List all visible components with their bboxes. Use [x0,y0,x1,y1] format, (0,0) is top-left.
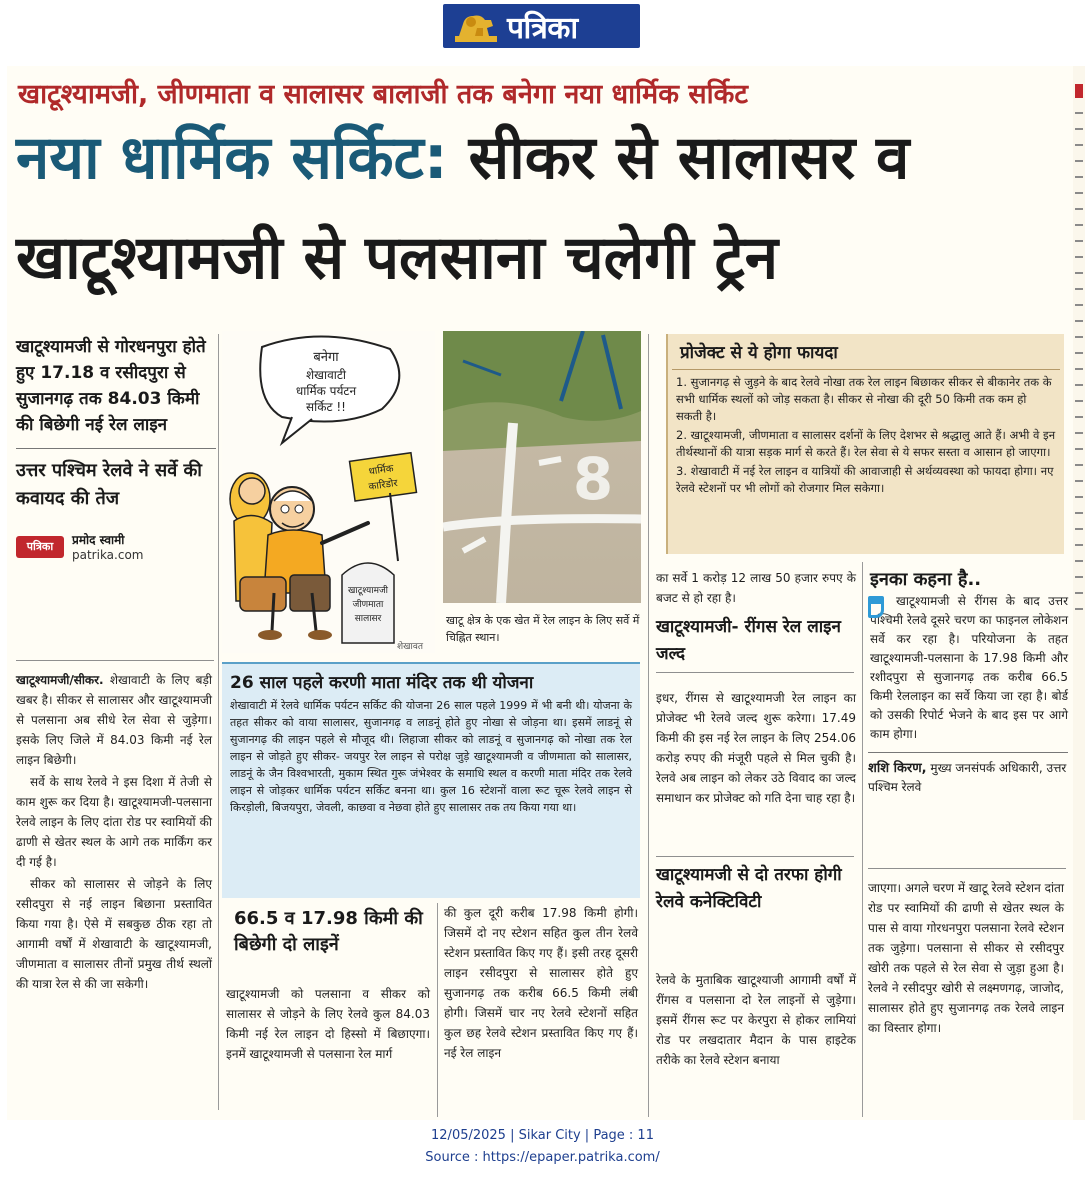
svg-text:बनेगा: बनेगा [313,350,339,365]
footer-source: Source : https://epaper.patrika.com/ [425,1150,660,1165]
section-heading-connectivity: खाटूश्यामजी से दो तरफा होगी रेलवे कनेक्टिविटी [656,865,842,912]
patrika-logo: पत्रिका [16,536,64,558]
column-divider [218,334,219,1110]
svg-text:धार्मिक पर्यटन: धार्मिक पर्यटन [295,384,357,398]
deck-primary: खाटूश्यामजी से गोरधनपुरा होते हुए 17.18 व रसीदपुरा से सुजानगढ़ तक 84.03 किमी की बिछेगी नई रेल लाइन [16,337,206,435]
benefit-point: 2. खाटूश्यामजी, जीणमाता व सालासर दर्शनों के लिए देशभर से श्रद्धालु आते हैं। अभी वे इन तीर्थस्थानों की यात्रा सड़क मार्ग से करते हैं। रेल सेवा से ये सफर सस्ता व आसान हो जाएगा। [676,428,1056,459]
story-paragraph: सीकर को सालासर से जोड़ने के लिए रसीदपुरा से नई लाइन बिछाना प्रस्तावित किया गया है। ऐसे में सबकुछ ठीक रहा तो आगामी वर्षों में शेखावाटी के खाटूश्यामजी, जीणमाता व सालासर तीनों प्रमुख तीर्थ स्थलों की यात्रा रेल से की जा सकेगी। [16,877,212,991]
story-paragraph: जाएगा। अगले चरण में खाटू रेलवे स्टेशन दांता रोड पर स्वामियों की ढाणी से खेतर स्थल के पास से वाया गोरधनपुरा पलसाना रेलवे स्टेशन तक जुड़ेगा। पलसाना से सीकर से रसीदपुर खोरी तक पहले से रेल सेवा से जुड़ा हुआ है। रेलवे ने रसीदपुर खोरी से लक्ष्मणगढ़, जाजोद, सालासर होते हुए सुजानगढ़ तक रेलवे लाइन का विस्तार होगा। [868,881,1064,1035]
section-heading-ringas: खाटूश्यामजी- रींगस रेल लाइन जल्द [656,617,841,664]
svg-text:जीणमाता: जीणमाता [352,600,384,610]
story-body-column-4 [656,688,856,808]
story-body-column-6 [868,878,1064,1038]
divider [868,752,1068,753]
quote-mark-icon [868,596,884,618]
lion-emblem-icon [451,6,501,46]
field-survey-photo [443,331,641,603]
deck-column [16,334,216,562]
author-name: प्रमोद स्वामी [72,533,125,547]
divider [16,660,214,661]
svg-text:सर्किट !!: सर्किट !! [306,400,346,414]
svg-text:कारिडोर: कारिडोर [368,477,399,493]
svg-text:खाटूश्यामजी: खाटूश्यामजी [348,586,388,596]
column-divider [437,903,438,1117]
svg-text:शेखावाटी: शेखावाटी [305,368,347,382]
story-paragraph: की कुल दूरी करीब 17.98 किमी होगी। जिसमें दो नए स्टेशन सहित कुल तीन रेलवे स्टेशन प्रस्तावित किए गए हैं। इसी तरह दूसरी लाइन रसीदपुरा से सालासर होते हुए सुजानगढ़ तक करीब 66.5 किमी लंबी होगी। जिसमें चार नए रेलवे स्टेशनों सहित कुल छह रेलवे स्टेशन प्रस्तावित किए गए हैं। नई रेल लाइन [444,906,638,1060]
svg-text:शेखावत: शेखावत [397,642,423,652]
benefit-point: 1. सुजानगढ़ से जुड़ने के बाद रेलवे नोखा तक रेल लाइन बिछाकर सीकर से बीकानेर तक के सभी धार्मिक स्थलों को जोड़ सकता है। सीकर से नोखा की दूरी 50 किमी तक कम हो सकती है। [676,375,1052,423]
quote-text: खाटूश्यामजी से रींगस के बाद उत्तर पश्चिमी रेलवे दूसरे चरण का फाइनल लोकेशन सर्वे कर रहा है। परियोजना के तहत खाटूश्यामजी-पलसाना के 17.98 किमी और रशीदपुरा से सुजानगढ़ तक करीब 66.5 किमी रेललाइन का सर्वे किया जा रहा है। बोर्ड को उसकी रिपोर्ट भेजने के बाद इस पर आगे काम होगा। [870,594,1068,741]
story-paragraph: इधर, रींगस से खाटूश्यामजी रेल लाइन का प्रोजेक्ट भी रेलवे जल्द शुरू करेगा। 17.49 किमी की इस नई रेल लाइन के लिए 254.06 करोड़ रुपए की मंजूरी पहले से मिल चुकी है। रेलवे अब लाइन को लेकर उठे विवाद का जल्द समाधान कर प्रोजेक्ट को गति देना चाह रहा है। [656,691,856,805]
byline [16,531,216,562]
svg-text:धार्मिक: धार्मिक [367,463,395,478]
history-box-title: 26 साल पहले करणी माता मंदिर तक थी योजना [230,673,534,693]
cartoon-illustration [222,331,435,653]
story-paragraph: सर्वे के साथ रेलवे ने इस दिशा में तेजी से काम शुरू कर दिया है। खाटूश्यामजी-पलसाना रेलवे लाइन के लिए दांता रोड पर स्वामियों की ढाणी से खेतर स्थल के आगे तक मार्किंग कर दी गई है। [16,775,212,869]
story-paragraph: का सर्वे 1 करोड़ 12 लाख 50 हजार रुपए के बजट से हो रहा है। [656,571,856,605]
story-paragraph: रेलवे के मुताबिक खाटूश्याजी आगामी वर्षों में रींगस व पलसाना दो रेल लाइनों से जुड़ेगा। इसमें रींगस रूट पर केरपुरा से होकर लामियां रोड पर लखदातार मैदान के पास हाइटेक तरीके का रेलवे स्टेशन बनाया [656,973,856,1067]
story-body-column-1 [16,670,212,994]
masthead [443,4,640,48]
svg-text:सालासर: सालासर [354,614,382,624]
headline-topic: नया धार्मिक सर्किट: [16,123,448,193]
main-headline-line-1 [16,123,910,193]
story-body-column-5 [656,970,856,1070]
masthead-brand: पत्रिका [507,10,578,46]
quote-speaker: शशि किरण, मुख्य जनसंपर्क अधिकारी, उत्तर पश्चिम रेलवे [868,761,1067,794]
benefit-point: 3. शेखावाटी में नई रेल लाइन व यात्रियों की आवाजाही से अर्थव्यवस्था को फायदा होगा। नए रेलवे स्टेशनों पर भी लोगों को रोजगार मिल सकेगा। [676,464,1054,495]
quote-heading: इनका कहना है.. [870,569,982,590]
divider [868,868,1066,869]
story-continuation [656,568,856,608]
headline-text: सीकर से सालासर व [468,123,910,193]
story-paragraph: खाटूश्यामजी को पलसाना व सीकर को सालासर से जोड़ने के लिए रेलवे कुल 84.03 किमी नई रेल लाइन दो हिस्सो में बिछाएगा। इनमें खाटूश्यामजी से पलसाना रेल मार्ग [226,987,430,1061]
history-box-text: शेखावाटी में रेलवे धार्मिक पर्यटन सर्किट की योजना 26 साल पहले 1999 में भी बनी थी। योजना के तहत सीकर को वाया सालासर, सुजानगढ़ व लाडनूं होते हुए नोखा से जोड़ना था। इसमें लाडनूं से सुजानगढ़ की लाइन पहले से मौजूद थी। लिहाजा सीकर को लाडनूं व सुजानगढ़ को नोखा तक रेल लाइन से जोड़ते हुए सीकर- जयपुर रेल लाइन से परोक्ष जुड़े खाटूश्यामजी व जीणमाता को सालासर, लाडनूं के जैन विश्वभारती, मुकाम स्थित गुरू जंभेश्वर के समाधि स्थल व करणी माता मंदिर तक रेलवे लाइन से जोड़कर धार्मिक पर्यटन सर्किट बनना था। कुल 16 स्टेशनों वाला रूट चूरू रेलवे लाइन से किरड़ोली, बिजयपुरा, जेवली, काछवा व नेछवा होते हुए सालासर तक तय किया गया था। [230,699,632,814]
footer-meta: 12/05/2025 | Sikar City | Page : 11 [431,1128,654,1143]
divider [16,448,216,449]
main-headline-line-2: खाटूश्यामजी से पलसाना चलेगी ट्रेन [16,223,779,293]
story-paragraph: खाटूश्यामजी/सीकर. शेखावाटी के लिए बड़ी खबर है। सीकर से सालासर और खाटूश्यामजी से पलसाना अब सीधे रेल सेवा से जुड़ेगा। इसके लिए जिले में 84.03 किमी नई रेल लाइन बिछेगी। [16,673,212,767]
column-divider [862,562,863,1117]
painted-survey-number: 8 [572,445,614,513]
adjacent-page-edge [1073,66,1085,1120]
author-website: patrika.com [72,548,144,562]
history-box [222,662,640,898]
photo-caption: खाटू क्षेत्र के एक खेत में रेल लाइन के लिए सर्वे में चिह्नित स्थान। [446,614,640,644]
story-body-column-3 [444,903,638,1063]
section-heading-lines: 66.5 व 17.98 किमी की बिछेगी दो लाइनें [234,908,423,955]
deck-secondary: उत्तर पश्चिम रेलवे ने सर्वे की कवायद की तेज [16,460,202,509]
divider [656,672,854,673]
project-benefits-box [666,334,1064,554]
story-body-column-2 [226,984,430,1064]
kicker-headline: खाटूश्यामजी, जीणमाता व सालासर बालाजी तक बनेगा नया धार्मिक सर्किट [18,79,748,110]
divider [656,856,854,857]
benefits-box-title: प्रोजेक्ट से ये होगा फायदा [672,334,1060,370]
column-divider [648,334,649,1117]
quote-box [868,592,1068,797]
